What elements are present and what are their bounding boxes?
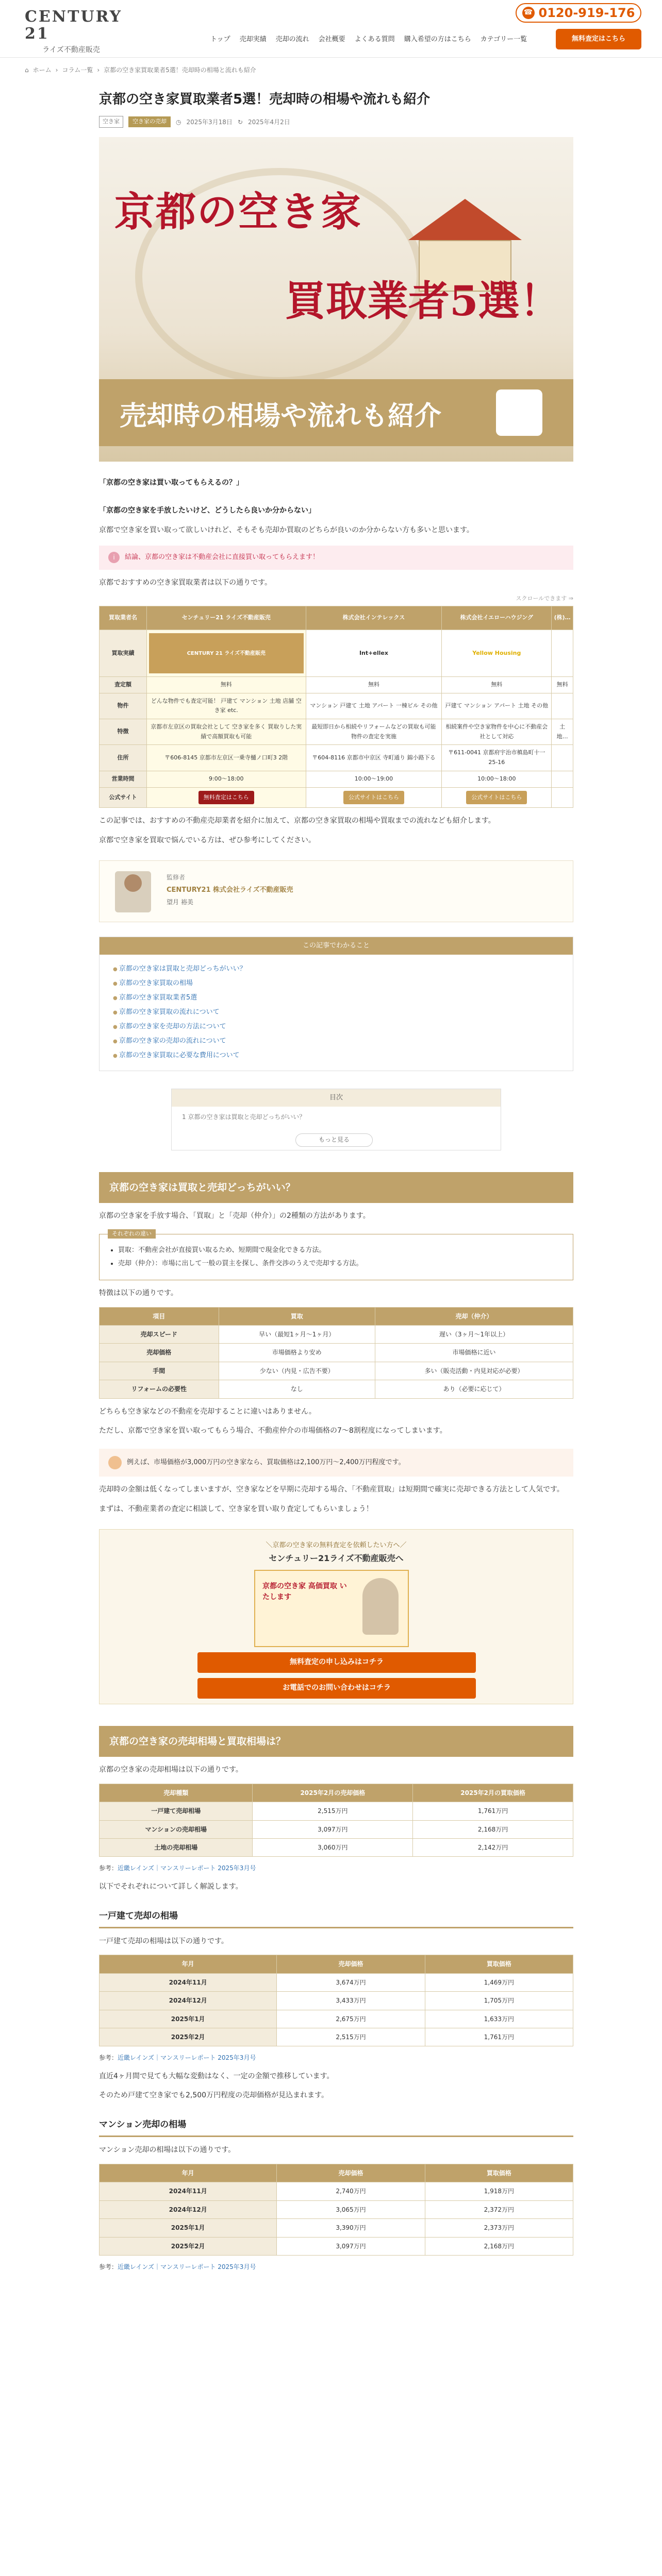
table-cell: 2,142万円 — [413, 1839, 573, 1857]
table-header: 2025年2月の買取価格 — [413, 1784, 573, 1802]
summary-item[interactable]: ● 京都の空き家買取の流れについて — [113, 1005, 559, 1020]
nav-flow[interactable]: 売却の流れ — [275, 36, 309, 43]
table-header: 年月 — [100, 2164, 277, 2182]
table-cell: 少ない（内見・広告不要） — [219, 1362, 375, 1380]
toc-title: 目次 — [172, 1089, 501, 1107]
cell-text: 相続案件や空き家物件を中心に不動産会社として対応 — [445, 723, 548, 740]
table-cell — [147, 787, 306, 808]
table-cell: 2,515万円 — [253, 1802, 413, 1820]
nav-categories[interactable]: カテゴリー一覧 — [480, 36, 527, 43]
nav-buyers[interactable]: 購入希望の方はこちら — [404, 36, 471, 43]
table-cell — [306, 677, 442, 693]
subsection-heading: 一戸建て売却の相場 — [99, 1909, 573, 1928]
row-header: 2024年12月 — [100, 1992, 277, 2010]
table-row — [100, 630, 573, 677]
point-item: • 売却（仲介）：市場に出して一般の買主を探し、条件交渉のうえで売却する方法。 — [118, 1258, 562, 1269]
table-cell: 3,060万円 — [253, 1839, 413, 1857]
table-row — [100, 787, 573, 808]
reference-link[interactable]: 近畿レインズ｜マンスリーレポート 2025年3月号 — [118, 1865, 256, 1872]
row-header: 2025年1月 — [100, 2219, 277, 2237]
table-row — [100, 677, 573, 693]
table-cell: 1,469万円 — [425, 1973, 573, 1991]
promo-title: センチュリー21ライズ不動産販売へ — [269, 1553, 404, 1563]
promo-banner-text: 京都の空き家 高価買取 いたします — [262, 1582, 347, 1601]
paragraph: まずは、不動産業者の査定に相談して、空き家を買い取り査定してもらいましょう！ — [99, 1505, 373, 1513]
example-tip — [99, 1449, 573, 1477]
tag-category[interactable]: 空き家 — [99, 116, 123, 128]
paragraph: ただし、京都で空き家を買い取ってもらう場合、不動産仲介の市場価格の7～8割程度になってしまいます。 — [99, 1427, 447, 1435]
comparison-table — [99, 606, 573, 808]
cell-text: 無料 — [556, 681, 568, 688]
table-cell — [552, 745, 573, 771]
row-header: 査定額 — [100, 677, 147, 693]
recommend-paragraph: 京都でおすすめの空き家買取業者は以下の通りです。 — [99, 578, 272, 587]
table-row — [100, 1820, 573, 1838]
table-cell: 2,515万円 — [277, 2028, 425, 2046]
row-header: 手間 — [100, 1362, 219, 1380]
reference: 参考：近畿レインズ｜マンスリーレポート 2025年3月号 — [99, 1865, 256, 1872]
question-1: 「京都の空き家は買い取ってもらえるの？」 — [99, 479, 243, 487]
row-header: 土地の売却相場 — [100, 1839, 253, 1857]
summary-item[interactable]: ● 京都の空き家買取の相場 — [113, 976, 559, 991]
table-row — [100, 2182, 573, 2200]
intro-paragraph: 京都で空き家を買い取って欲しいけれど、そもそも売却か買取のどちらが良いのか分からない方も多いと思います。 — [99, 526, 474, 534]
toc-item[interactable]: 1 京都の空き家は買取と売却どっちがいい？ — [182, 1113, 306, 1121]
breadcrumb-current: 京都の空き家買取業者5選！売却時の相場と流れも紹介 — [104, 66, 256, 74]
row-header: 営業時間 — [100, 771, 147, 787]
summary-item[interactable]: ● 京都の空き家を売却の方法について — [113, 1020, 559, 1034]
table-row — [100, 1802, 573, 1820]
table-header: (株)… — [552, 606, 573, 630]
table-cell — [552, 693, 573, 719]
toc-more-button[interactable]: もっと見る — [295, 1133, 373, 1147]
table-cell: 3,390万円 — [277, 2219, 425, 2237]
paragraph: マンション売却の相場は以下の通りです。 — [99, 2146, 236, 2155]
buy-vs-sell-table — [99, 1307, 573, 1399]
table-header: センチュリー21 ライズ不動産販売 — [147, 606, 306, 630]
table-row — [100, 719, 573, 745]
promo-lead: ＼京都の空き家の無料査定を依頼したい方へ／ — [266, 1541, 407, 1549]
table-cell — [147, 771, 306, 787]
table-cell: 市場価格に近い — [375, 1344, 573, 1362]
published-date: 2025年3月18日 — [186, 118, 233, 126]
cell-text: 戸建て マンション アパート 土地 その他 — [445, 702, 549, 709]
table-cell: 2,168万円 — [425, 2237, 573, 2255]
table-row — [100, 2028, 573, 2046]
conclusion-note — [99, 546, 573, 569]
paragraph: 直近4ヶ月間で見ても大幅な変動はなく、一定の金額で推移しています。 — [99, 2072, 334, 2080]
table-cell: 早い（最短1ヶ月～1ヶ月） — [219, 1326, 375, 1344]
clock-icon: ◷ — [176, 118, 181, 126]
table-header: 売却価格 — [277, 2164, 425, 2182]
article — [99, 82, 573, 2272]
table-row — [100, 1326, 573, 1344]
nav-results[interactable]: 売却実績 — [239, 36, 267, 43]
article-meta — [99, 116, 573, 128]
table-cell: 3,065万円 — [277, 2200, 425, 2218]
table-row — [100, 2010, 573, 2028]
home-icon: ⌂ — [25, 66, 29, 74]
table-cell — [442, 771, 552, 787]
table-cell: 1,761万円 — [425, 2028, 573, 2046]
updated-date: 2025年4月2日 — [248, 118, 290, 126]
paragraph: 一戸建て売却の相場は以下の通りです。 — [99, 1937, 228, 1945]
table-cell: 多い（販売活動・内見対応が必要） — [375, 1362, 573, 1380]
market-table — [99, 1784, 573, 1857]
logo[interactable] — [25, 8, 123, 57]
cell-text: 〒604-8116 京都市中京区 寺町通り 錦小路下る — [312, 754, 436, 761]
cell-text: 無料 — [368, 681, 379, 688]
row-header: 2025年2月 — [100, 2028, 277, 2046]
free-assessment-button[interactable]: 無料査定はこちら — [556, 29, 641, 49]
cell-text: どんな物件でも査定可能！ 戸建て マンション 土地 店舗 空き家 etc. — [151, 697, 302, 714]
table-cell — [306, 787, 442, 808]
cell-text: 京都市左京区の買取会社として 空き家を多く 買取りした実績で高額買取も可能 — [151, 723, 302, 740]
summary-item[interactable]: ● 京都の空き家買取業者5選 — [113, 991, 559, 1005]
table-cell: 1,918万円 — [425, 2182, 573, 2200]
promo-banner[interactable] — [254, 1570, 409, 1647]
table-header: 項目 — [100, 1307, 219, 1325]
paragraph: 以下でそれぞれについて詳しく解説します。 — [99, 1882, 243, 1891]
section-heading: 京都の空き家の売却相場と買取相場は？ — [99, 1726, 573, 1757]
nav-company[interactable]: 会社概要 — [318, 36, 345, 43]
row-header: 2025年1月 — [100, 2010, 277, 2028]
question-2: 「京都の空き家を手放したいけど、どうしたら良いか分からない」 — [99, 506, 316, 515]
paragraph: 特徴は以下の通りです。 — [99, 1289, 178, 1297]
table-cell — [306, 630, 442, 677]
table-cell — [442, 719, 552, 745]
row-header: 公式サイト — [100, 787, 147, 808]
reference-link[interactable]: 近畿レインズ｜マンスリーレポート 2025年3月号 — [118, 2263, 256, 2270]
supervisor-label: 監修者 — [167, 873, 186, 881]
summary-item[interactable]: ● 京都の空き家は買取と売却どっちがいい？ — [113, 962, 559, 976]
subsection-heading: マンション売却の相場 — [99, 2117, 573, 2137]
paragraph: どちらも空き家などの不動産を売却することに違いはありません。 — [99, 1407, 316, 1416]
row-header: 2024年12月 — [100, 2200, 277, 2218]
table-row — [100, 1992, 573, 2010]
reference: 参考：近畿レインズ｜マンスリーレポート 2025年3月号 — [99, 2054, 256, 2062]
row-header: リフォームの必要性 — [100, 1380, 219, 1398]
hero-image — [99, 137, 573, 462]
cell-text: 10:00～19:00 — [354, 775, 393, 782]
table-cell: 2,168万円 — [413, 1820, 573, 1838]
hero-title-2: 買取業者5選！ — [285, 277, 561, 326]
table-header: 2025年2月の売却価格 — [253, 1784, 413, 1802]
row-header: 売却スピード — [100, 1326, 219, 1344]
global-nav — [210, 34, 527, 45]
paragraph: そのため戸建て空き家でも2,500万円程度の売却価格が見込まれます。 — [99, 2091, 328, 2100]
table-cell — [552, 630, 573, 677]
table-row — [100, 745, 573, 771]
nav-top[interactable]: トップ — [210, 36, 230, 43]
table-row — [100, 2219, 573, 2237]
table-header: 売却（仲介） — [375, 1307, 573, 1325]
table-cell — [442, 745, 552, 771]
mansion-price-table — [99, 2164, 573, 2256]
official-site-button[interactable]: 公式サイトはこちら — [466, 791, 527, 805]
table-row — [100, 1973, 573, 1991]
table-cell: 3,433万円 — [277, 1992, 425, 2010]
supervisor-name: 望月 裕美 — [167, 898, 193, 906]
cell-text: 最短即日から相続やリフォームなどの買取も可能 物件の査定を実施 — [311, 723, 436, 740]
table-header: 売却種類 — [100, 1784, 253, 1802]
table-cell — [442, 630, 552, 677]
breadcrumb-home[interactable]: ホーム — [32, 66, 52, 74]
row-header: 売却価格 — [100, 1344, 219, 1362]
cell-text: マンション 戸建て 土地 アパート 一棟ビル その他 — [310, 702, 438, 709]
table-cell: 市場価格より安め — [219, 1344, 375, 1362]
table-cell — [442, 693, 552, 719]
table-cell — [306, 719, 442, 745]
section-heading: 京都の空き家は買取と売却どっちがいい？ — [99, 1172, 573, 1203]
supervisor-box — [99, 860, 573, 922]
row-header: 2024年11月 — [100, 1973, 277, 1991]
phone-icon: ☎ — [522, 7, 535, 19]
row-header: 一戸建て売却相場 — [100, 1802, 253, 1820]
phone-inquiry-cta[interactable]: お電話でのお問い合わせはコチラ — [197, 1678, 476, 1699]
house-price-table — [99, 1955, 573, 2046]
logo-subtext: ライズ不動産販売 — [42, 46, 100, 54]
company-logo — [554, 633, 571, 673]
info-icon: i — [108, 552, 120, 563]
table-header: 株式会社イエローハウジング — [442, 606, 552, 630]
cell-text: 10:00～18:00 — [477, 775, 516, 782]
hero-subtitle: 売却時の相場や流れも紹介 — [120, 401, 442, 432]
table-header: 年月 — [100, 1955, 277, 1973]
row-header: 買取実績 — [100, 630, 147, 677]
summary-item[interactable]: ● 京都の空き家の売却の流れについて — [113, 1034, 559, 1048]
page-title: 京都の空き家買取業者5選！売却時の相場や流れも紹介 — [99, 92, 431, 108]
table-cell — [552, 787, 573, 808]
table-cell: なし — [219, 1380, 375, 1398]
point-item: • 買取：不動産会社が直接買い取るため、短期間で現金化できる方法。 — [118, 1245, 562, 1256]
company-logo: CENTURY 21 ライズ不動産販売 — [149, 633, 304, 673]
table-cell: 2,372万円 — [425, 2200, 573, 2218]
table-cell — [306, 771, 442, 787]
table-cell — [552, 677, 573, 693]
table-cell — [442, 677, 552, 693]
point-label: それぞれの違い — [108, 1229, 156, 1239]
row-header: 2025年2月 — [100, 2237, 277, 2255]
reference: 参考：近畿レインズ｜マンスリーレポート 2025年3月号 — [99, 2263, 256, 2270]
scroll-hint: スクロールできます ⇒ — [516, 595, 573, 602]
paragraph: 売却時の金額は低くなってしまいますが、空き家などを早期に売却する場合、「不動産買取」は短期間で確実に売却できる方法として人気です。 — [99, 1485, 564, 1494]
free-assessment-cta[interactable]: 無料査定の申し込みはコチラ — [197, 1652, 476, 1673]
table-row — [100, 2200, 573, 2218]
tip-text: 例えば、市場価格が3,000万円の空き家なら、買取価格は2,100万円～2,400万円程度です。 — [127, 1459, 405, 1467]
cell-text: 土地… — [556, 723, 568, 740]
table-row — [100, 693, 573, 719]
company-logo: Int+ellex — [359, 649, 388, 656]
bulb-icon — [108, 1456, 122, 1469]
avatar — [115, 871, 151, 912]
logo-text: CENTURY 21 — [25, 8, 123, 43]
nav-faq[interactable]: よくある質問 — [354, 36, 395, 43]
summary-item[interactable]: ● 京都の空き家買取に必要な費用について — [113, 1048, 559, 1063]
point-box — [99, 1230, 573, 1280]
cell-text: 〒611-0041 京都府宇治市槙島町十一25-16 — [448, 749, 545, 766]
table-header: 株式会社インテレックス — [306, 606, 442, 630]
row-header: 物件 — [100, 693, 147, 719]
table-cell — [147, 693, 306, 719]
supervisor-company: CENTURY21 株式会社ライズ不動産販売 — [167, 886, 293, 894]
table-row — [100, 1839, 573, 1857]
table-row — [100, 1362, 573, 1380]
conclusion-text: 結論、京都の空き家は不動産会社に直接買い取ってもらえます！ — [125, 553, 320, 562]
row-header: 特徴 — [100, 719, 147, 745]
after-paragraph-1: この記事では、おすすめの不動産売却業者を紹介に加えて、京都の空き家買取の相場や買取までの流れなども紹介します。 — [99, 817, 495, 825]
table-cell — [306, 693, 442, 719]
table-cell — [552, 719, 573, 745]
company-logo: Yellow Housing — [472, 649, 521, 656]
cell-text: 9:00～18:00 — [209, 775, 244, 782]
table-cell: 2,740万円 — [277, 2182, 425, 2200]
table-cell: あり（必要に応じて） — [375, 1380, 573, 1398]
table-cell — [442, 787, 552, 808]
table-row — [100, 771, 573, 787]
official-site-button[interactable]: 公式サイトはこちら — [343, 791, 404, 805]
breadcrumb-column[interactable]: コラム一覧 — [62, 66, 93, 74]
cell-text: 無料 — [220, 681, 232, 688]
table-header: 買取価格 — [425, 1955, 573, 1973]
table-cell: 1,633万円 — [425, 2010, 573, 2028]
table-cell: 2,373万円 — [425, 2219, 573, 2237]
table-cell — [147, 745, 306, 771]
after-paragraph-2: 京都で空き家を買取で悩んでいる方は、ぜひ参考にしてください。 — [99, 836, 316, 845]
breadcrumb: ⌂ ホーム › コラム一覧 › 京都の空き家買取業者5選！売却時の相場と流れも紹介 — [0, 58, 662, 82]
phone-button[interactable] — [516, 3, 641, 23]
table-cell — [147, 719, 306, 745]
table-header: 買取 — [219, 1307, 375, 1325]
summary-title: この記事でわかること — [100, 937, 573, 955]
site-header — [0, 0, 662, 58]
table-cell — [147, 677, 306, 693]
table-row — [100, 2237, 573, 2255]
staff-photo — [362, 1578, 399, 1635]
table-cell: 3,097万円 — [253, 1820, 413, 1838]
table-header: 売却価格 — [277, 1955, 425, 1973]
reference-link[interactable]: 近畿レインズ｜マンスリーレポート 2025年3月号 — [118, 2054, 256, 2062]
promo-box — [99, 1529, 573, 1704]
row-header: マンションの売却相場 — [100, 1820, 253, 1838]
table-row — [100, 1380, 573, 1398]
chart-icon — [496, 389, 542, 436]
hero-title-1: 京都の空き家 — [114, 189, 362, 236]
tag-subcategory[interactable]: 空き家の売却 — [128, 116, 171, 127]
table-cell: 遅い（3ヶ月～1年以上） — [375, 1326, 573, 1344]
table-header: 買取業者名 — [100, 606, 147, 630]
refresh-icon: ↻ — [237, 118, 243, 126]
table-cell: 3,097万円 — [277, 2237, 425, 2255]
table-cell — [306, 745, 442, 771]
phone-number: 0120-919-176 — [538, 5, 635, 20]
table-of-contents — [171, 1089, 501, 1150]
table-row — [100, 1344, 573, 1362]
table-cell: 1,705万円 — [425, 1992, 573, 2010]
cell-text: 〒606-8145 京都市左京区一乗寺樋ノ口町3 2階 — [164, 754, 288, 761]
table-cell — [552, 771, 573, 787]
row-header: 2024年11月 — [100, 2182, 277, 2200]
paragraph: 京都の空き家を手放す場合、「買取」と「売却（仲介）」の2種類の方法があります。 — [99, 1211, 370, 1220]
row-header: 住所 — [100, 745, 147, 771]
table-cell — [147, 630, 306, 677]
table-cell: 2,675万円 — [277, 2010, 425, 2028]
official-site-button[interactable]: 無料査定はこちら — [198, 791, 254, 805]
table-cell: 1,761万円 — [413, 1802, 573, 1820]
summary-box — [99, 937, 573, 1071]
table-cell: 3,674万円 — [277, 1973, 425, 1991]
paragraph: 京都の空き家の売却相場は以下の通りです。 — [99, 1766, 243, 1774]
table-header: 買取価格 — [425, 2164, 573, 2182]
cell-text: 無料 — [491, 681, 503, 688]
